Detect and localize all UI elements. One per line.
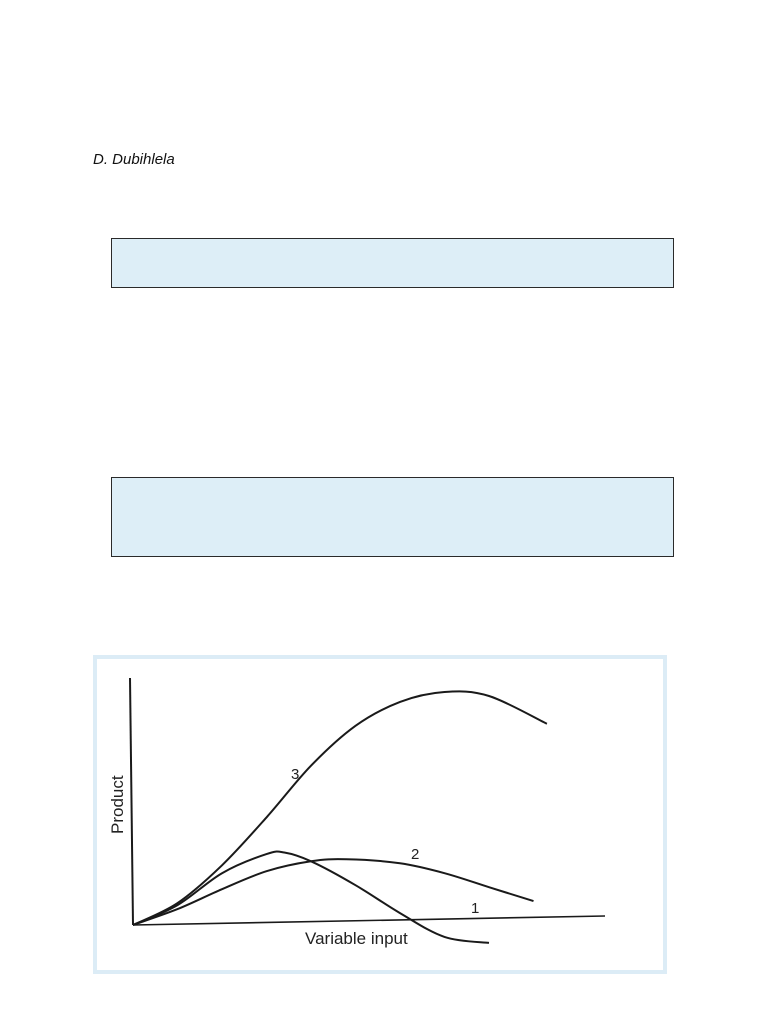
text-box-2: [111, 477, 674, 557]
y-axis: [130, 678, 133, 925]
y-axis-title: Product: [108, 775, 127, 834]
x-axis: [133, 916, 605, 925]
text-box-1: [111, 238, 674, 288]
figure-frame: [93, 655, 667, 974]
curve-label-2: 2: [411, 846, 420, 863]
curve-label-1: 1: [471, 900, 480, 917]
product-curves-chart: [97, 659, 663, 970]
curve-3: [133, 691, 547, 925]
curve-label-3: 3: [291, 766, 300, 783]
author-name: D. Dubihlela: [93, 151, 175, 168]
x-axis-title: Variable input: [305, 929, 408, 948]
